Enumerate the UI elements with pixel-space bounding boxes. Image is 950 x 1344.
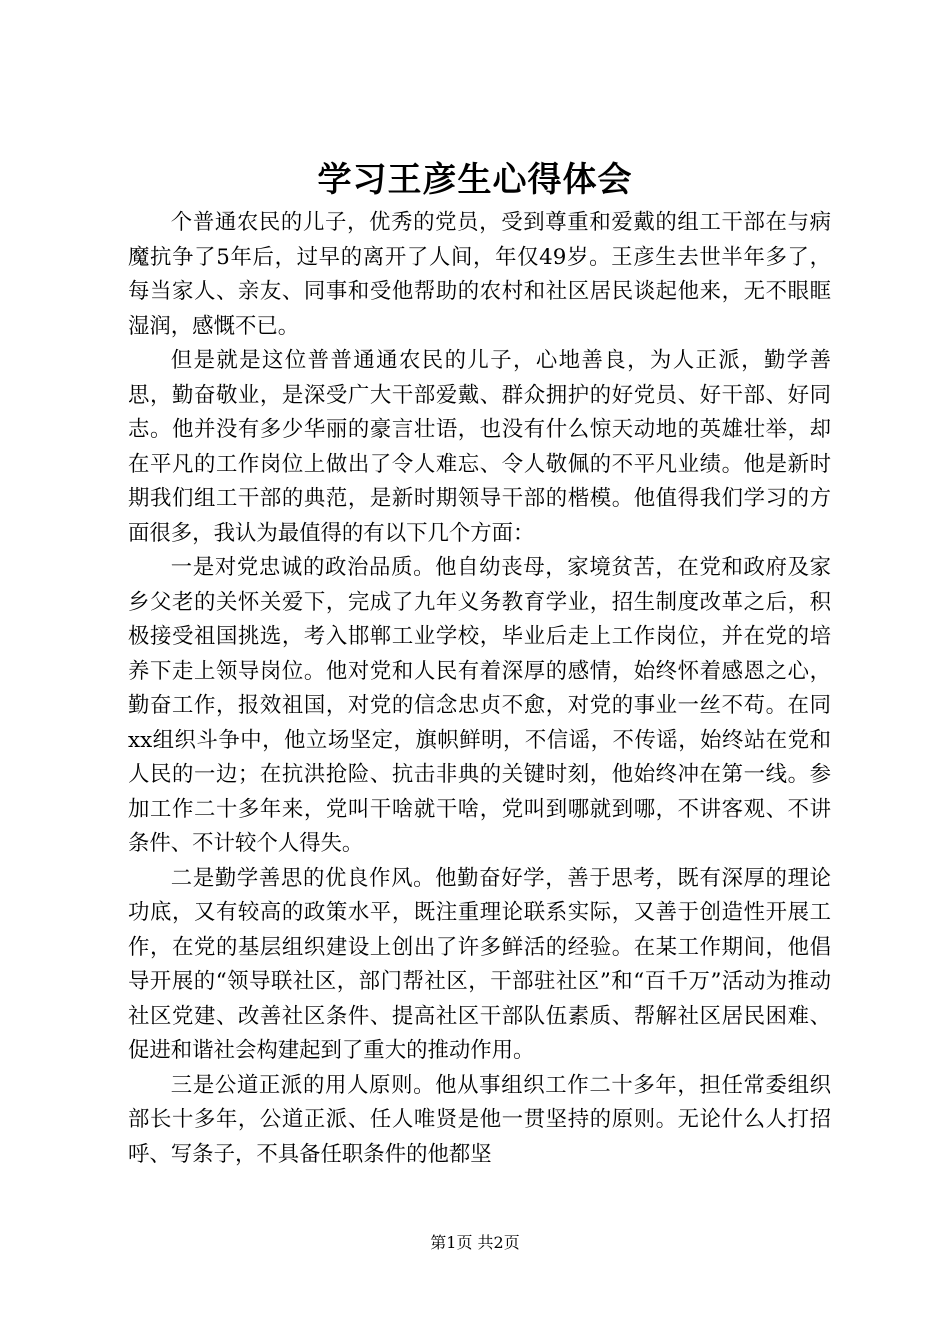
paragraph: 个普通农民的儿子，优秀的党员，受到尊重和爱戴的组工干部在与病魔抗争了5年后，过早的离开了人间，年仅49岁。王彦生去世半年多了，每当家人、亲友、同事和受他帮助的农村和社区居民谈起他来，无不眼眶湿润，感慨不已。 — [128, 210, 831, 339]
document-body — [128, 206, 831, 1172]
document-title: 学习王彦生心得体会 — [317, 160, 633, 200]
page-footer: 第1页 共2页 — [430, 1233, 520, 1252]
paragraph: 但是就是这位普普通通农民的儿子，心地善良，为人正派，勤学善思，勤奋敬业，是深受广大干部爱戴、群众拥护的好党员、好干部、好同志。他并没有多少华丽的豪言壮语，也没有什么惊天动地的英雄壮举，却在平凡的工作岗位上做出了令人难忘、令人敬佩的不平凡业绩。他是新时期我们组工干部的典范，是新时期领导干部的楷模。他值得我们学习的方面很多，我认为最值得的有以下几个方面： — [128, 348, 831, 546]
paragraph: 一是对党忠诚的政治品质。他自幼丧母，家境贫苦，在党和政府及家乡父老的关怀关爱下，完成了九年义务教育学业，招生制度改革之后，积极接受祖国挑选，考入邯郸工业学校，毕业后走上工作岗位，并在党的培养下走上领导岗位。他对党和人民有着深厚的感情，始终怀着感恩之心，勤奋工作，报效祖国，对党的信念忠贞不愈，对党的事业一丝不苟。在同xx组织斗争中，他立场坚定，旗帜鲜明，不信谣，不传谣，始终站在党和人民的一边；在抗洪抢险、抗击非典的关键时刻，他始终冲在第一线。参加工作二十多年来，党叫干啥就干啥，党叫到哪就到哪，不讲客观、不讲条件、不计较个人得失。 — [128, 555, 831, 856]
paragraph: 二是勤学善思的优良作风。他勤奋好学，善于思考，既有深厚的理论功底，又有较高的政策水平，既注重理论联系实际，又善于创造性开展工作，在党的基层组织建设上创出了许多鲜活的经验。在某工作期间，他倡导开展的“领导联社区，部门帮社区，干部驻社区”和“百千万”活动为推动社区党建、改善社区条件、提高社区干部队伍素质、帮解社区居民困难、促进和谐社会构建起到了重大的推动作用。 — [128, 865, 831, 1063]
paragraph: 三是公道正派的用人原则。他从事组织工作二十多年，担任常委组织部长十多年，公道正派、任人唯贤是他一贯坚持的原则。无论什么人打招呼、写条子，不具备任职条件的他都坚 — [128, 1072, 831, 1167]
